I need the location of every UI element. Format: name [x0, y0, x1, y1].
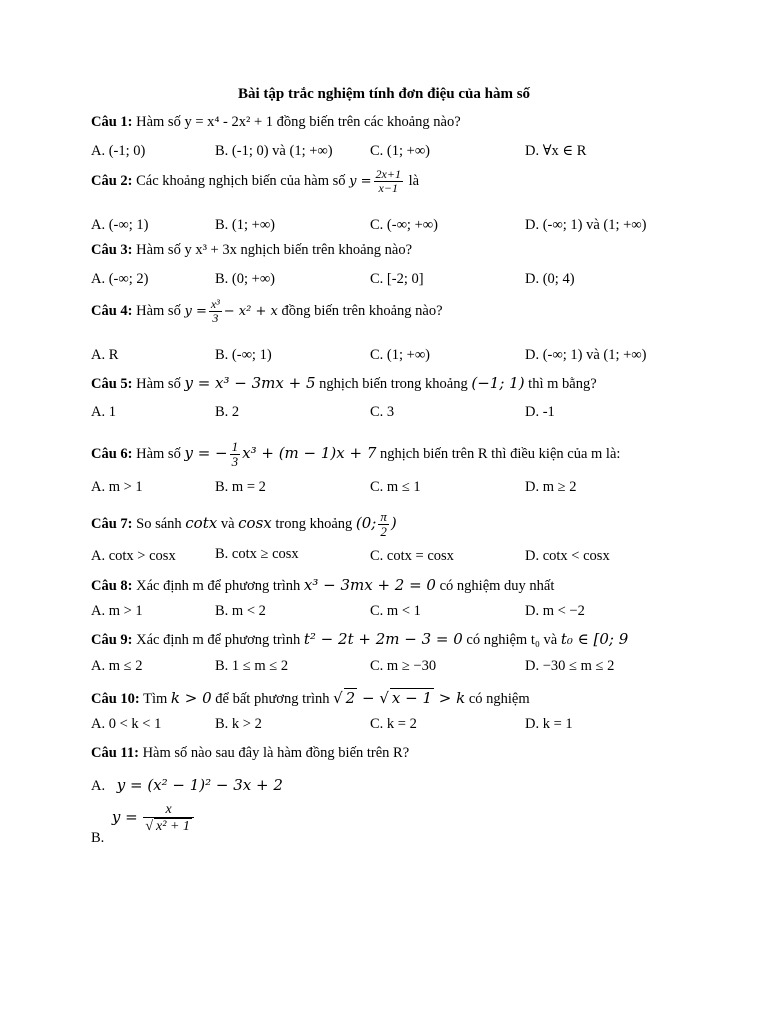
- interval-close: ): [390, 514, 397, 533]
- formula-rest: − x² + x: [223, 304, 278, 320]
- radicand: x² + 1: [156, 819, 190, 835]
- question-label: Câu 7:: [91, 516, 133, 533]
- denominator: 3: [231, 454, 239, 470]
- option-d: D. k = 1: [525, 716, 573, 732]
- formula: k > 0: [170, 689, 212, 707]
- denominator: √ x² + 1: [145, 819, 190, 835]
- question-label: Câu 3:: [91, 242, 133, 258]
- option-a: A. (-∞; 1): [91, 217, 149, 233]
- question-2: [91, 168, 419, 195]
- denominator: 3: [212, 311, 219, 326]
- fraction: [143, 802, 194, 835]
- option-a: A. (-∞; 2): [91, 271, 149, 287]
- question-label: Câu 10:: [91, 691, 140, 707]
- question-text: Xác định m để phương trình: [136, 578, 301, 594]
- question-label: Câu 6:: [91, 446, 133, 463]
- option-d: D. ∀x ∈ R: [525, 143, 587, 159]
- question-text: So sánh: [136, 516, 182, 533]
- option-d: D. cotx < cosx: [525, 548, 610, 564]
- question-label: Câu 4:: [91, 303, 133, 320]
- option-c: C. (-∞; +∞): [370, 217, 438, 233]
- fraction: [230, 440, 241, 470]
- numerator: 1: [231, 439, 239, 454]
- radicand: x − 1: [391, 689, 432, 707]
- formula: y =: [111, 807, 138, 826]
- option-b: B. cotx ≥ cosx: [215, 546, 299, 562]
- question-text: Hàm số: [136, 446, 181, 463]
- option-a: A. R: [91, 347, 119, 363]
- question-11: [91, 745, 409, 762]
- formula: y = x³ − 3mx + 5: [184, 374, 316, 392]
- question-text: Hàm số y = x⁴ - 2x² + 1 đồng biến trên các khoảng nào?: [136, 114, 461, 130]
- sqrt-expression: √ 2 − √ x − 1 > k: [333, 689, 466, 707]
- option-b: B. k > 2: [215, 716, 262, 732]
- question-text: Tìm: [143, 691, 168, 707]
- formula: y = −: [184, 444, 228, 463]
- question-text-mid: nghịch biến trong khoảng: [319, 376, 468, 392]
- option-b: B. m = 2: [215, 479, 266, 495]
- option-c: C. cotx = cosx: [370, 548, 454, 564]
- question-10: [91, 688, 530, 708]
- formula: y =: [184, 304, 207, 320]
- option-b: B. m < 2: [215, 603, 266, 619]
- question-text-end: đồng biến trên khoảng nào?: [281, 303, 443, 320]
- option-c: C. (1; +∞): [370, 347, 430, 363]
- option-d: D. m < −2: [525, 603, 585, 619]
- document-title: Bài tập trắc nghiệm tính đơn điệu của hàm số: [237, 86, 531, 102]
- option-c: C. k = 2: [370, 716, 417, 732]
- question-3: [91, 242, 412, 259]
- numerator: x³: [210, 297, 220, 311]
- fraction: [209, 298, 222, 325]
- question-text-end: là: [408, 173, 420, 190]
- formula-rest: x³ + (m − 1)x + 7: [242, 444, 377, 463]
- interval-open: (0;: [355, 514, 377, 533]
- formula: x³ − 3mx + 2 = 0: [303, 576, 436, 594]
- option-a: A. m ≤ 2: [91, 658, 143, 674]
- formula: y =: [349, 174, 372, 190]
- formula: t² − 2t + 2m − 3 = 0: [303, 630, 463, 648]
- numerator: x: [143, 802, 194, 818]
- question-text: Các khoảng nghịch biến của hàm số: [136, 173, 346, 190]
- question-6: [91, 440, 620, 470]
- option-c: C. 3: [370, 404, 395, 420]
- option-b: B. 2: [215, 404, 240, 420]
- option-b: B. (1; +∞): [215, 217, 275, 233]
- question-label: Câu 2:: [91, 173, 133, 190]
- question-text: Hàm số: [136, 303, 181, 320]
- question-text: Hàm số y x³ + 3x nghịch biến trên khoảng nào?: [136, 242, 413, 258]
- formula: y = (x² − 1)² − 3x + 2: [116, 776, 283, 794]
- question-text-end: có nghiệm: [468, 691, 530, 707]
- question-text: Hàm số nào sau đây là hàm đồng biến trên R?: [142, 745, 410, 761]
- formula-rest: > k: [438, 689, 466, 707]
- question-text: Xác định m để phương trình: [136, 632, 301, 648]
- formula: cotx: [185, 514, 218, 533]
- question-text-mid: để bất phương trình: [215, 691, 330, 707]
- question-9: [91, 630, 628, 649]
- option-c: C. [-2; 0]: [370, 271, 424, 287]
- question-label: Câu 8:: [91, 578, 133, 594]
- option-c: C. m ≤ 1: [370, 479, 421, 495]
- option-d: D. (-∞; 1) và (1; +∞): [525, 347, 647, 363]
- question-text-mid: và: [220, 516, 235, 533]
- option-a: A. cotx > cosx: [91, 548, 176, 564]
- question-text-end: nghịch biến trên R thì điều kiện của m là:: [380, 446, 621, 463]
- option-b: B. (-1; 0) và (1; +∞): [215, 143, 333, 159]
- question-text-end: có nghiệm duy nhất: [439, 578, 555, 594]
- option-b: B. 1 ≤ m ≤ 2: [215, 658, 289, 674]
- option-d: D. (0; 4): [525, 271, 575, 287]
- question-label: Câu 5:: [91, 376, 133, 392]
- question-8: [91, 576, 554, 595]
- option-a: A. 1: [91, 404, 116, 420]
- option-a: A. (-1; 0): [91, 143, 146, 159]
- question-7: [91, 510, 397, 540]
- option-d: D. m ≥ 2: [525, 479, 577, 495]
- question-text-end: thì m bằng?: [528, 376, 597, 392]
- option-b: [91, 802, 196, 846]
- question-label: Câu 1:: [91, 114, 133, 130]
- numerator: 2x+1: [375, 167, 401, 181]
- question-text: Hàm số: [136, 376, 181, 392]
- denominator: 2: [380, 524, 387, 540]
- option-b: B. (0; +∞): [215, 271, 275, 287]
- question-label: Câu 11:: [91, 745, 139, 761]
- option-c: C. m ≥ −30: [370, 658, 437, 674]
- option-a: A. 0 < k < 1: [91, 716, 162, 732]
- option-d: D. −30 ≤ m ≤ 2: [525, 658, 615, 674]
- fraction: [378, 510, 389, 540]
- radicand: 2: [345, 689, 356, 707]
- option-b: B. (-∞; 1): [215, 347, 272, 363]
- option-label: A.: [91, 778, 106, 794]
- numerator: π: [380, 509, 387, 524]
- question-text-mid: có nghiệm t₀ và: [466, 632, 558, 648]
- option-a: A. m > 1: [91, 479, 143, 495]
- option-d: D. (-∞; 1) và (1; +∞): [525, 217, 647, 233]
- formula: cosx: [238, 514, 272, 533]
- option-label: B.: [91, 829, 105, 846]
- option-c: C. (1; +∞): [370, 143, 430, 159]
- question-1: [91, 114, 461, 131]
- denominator: x−1: [378, 181, 398, 196]
- interval: (−1; 1): [471, 374, 525, 392]
- question-text-mid: trong khoảng: [275, 516, 353, 533]
- option-d: D. -1: [525, 404, 555, 420]
- formula: t₀ ∈ [0; 9: [560, 630, 629, 648]
- question-5: [91, 374, 597, 393]
- option-c: C. m < 1: [370, 603, 421, 619]
- option-a: A. m > 1: [91, 603, 143, 619]
- question-label: Câu 9:: [91, 632, 133, 648]
- question-4: [91, 298, 443, 325]
- fraction: [374, 168, 403, 195]
- option-a: [91, 776, 283, 795]
